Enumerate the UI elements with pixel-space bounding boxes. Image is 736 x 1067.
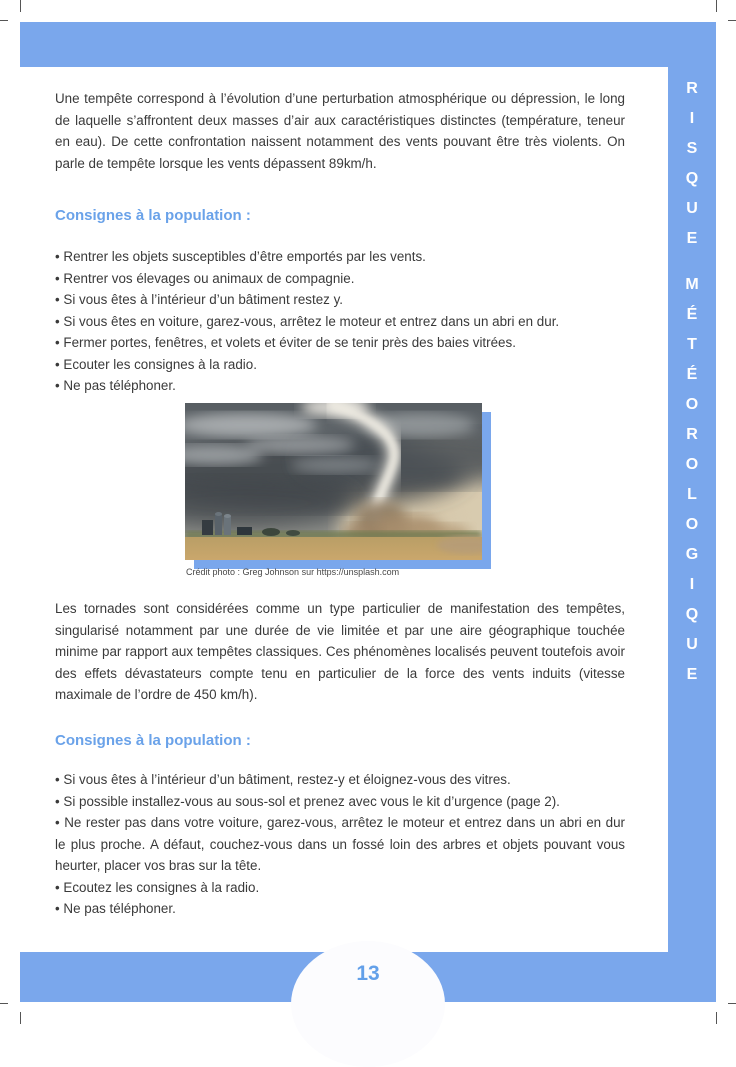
sidebar-letter: O — [685, 516, 699, 533]
section-heading-consignes-1: Consignes à la population : — [55, 207, 251, 224]
sidebar-letter: R — [686, 426, 698, 443]
sidebar-letter: I — [689, 576, 695, 593]
sidebar-letter: O — [685, 456, 699, 473]
sidebar-letter: O — [685, 396, 699, 413]
list-item: • Si possible installez-vous au sous-sol et prenez avec vous le kit d’urgence (page 2). — [55, 793, 560, 809]
sidebar-letter: É — [686, 366, 698, 383]
header-band — [20, 22, 716, 67]
sidebar-letter: E — [686, 666, 698, 683]
sidebar-letter: S — [686, 140, 698, 157]
list-item: • Ne pas téléphoner. — [55, 378, 176, 393]
tornado-photo-block — [185, 403, 482, 560]
page-number: 13 — [356, 962, 380, 985]
photo-credit: Crédit photo : Greg Johnson sur https://unsplash.com — [186, 567, 400, 577]
list-item: • Ecoutez les consignes à la radio. — [55, 879, 260, 895]
bullet-list-tornade — [55, 769, 625, 920]
section-heading-consignes-2: Consignes à la population : — [55, 732, 251, 749]
crop-mark — [716, 0, 717, 12]
crop-mark — [20, 0, 21, 12]
list-item: • Fermer portes, fenêtres, et volets et éviter de se tenir près des baies vitrées. — [55, 335, 516, 350]
tornado-photo — [185, 403, 482, 560]
sidebar-letter: T — [687, 336, 697, 353]
bullet-list-tempete — [55, 246, 625, 397]
sidebar-letter: I — [689, 110, 695, 127]
sidebar-letter: R — [686, 80, 698, 97]
sidebar-letter: L — [687, 486, 697, 503]
crop-mark — [20, 1012, 21, 1024]
sidebar-vertical-word-risque — [668, 74, 716, 254]
sidebar-letter: Q — [685, 170, 699, 187]
crop-mark — [716, 1012, 717, 1024]
crop-mark — [0, 1003, 8, 1004]
list-item: • Rentrer vos élevages ou animaux de compagnie. — [55, 270, 355, 286]
sidebar-letter: Q — [685, 606, 699, 623]
list-item: • Ecouter les consignes à la radio. — [55, 356, 257, 372]
crop-mark — [728, 20, 736, 21]
page-number-dome — [291, 941, 445, 1067]
tornado-photo-illustration — [185, 403, 482, 560]
sidebar-letter: G — [685, 546, 699, 563]
sidebar-letter: É — [686, 306, 698, 323]
sidebar-letter: U — [686, 200, 698, 217]
list-item: • Rentrer les objets susceptibles d’être emportés par les vents. — [55, 249, 426, 264]
list-item: • Ne pas téléphoner. — [55, 901, 176, 916]
sidebar-vertical-word-meteorologique — [668, 270, 716, 690]
list-item: • Si vous êtes en voiture, garez-vous, arrêtez le moteur et entrez dans un abri en dur. — [55, 313, 560, 329]
intro-paragraph: Une tempête correspond à l’évolution d’une perturbation atmosphérique ou dépression, le long de laquelle s’affrontent deux masses d’air aux caractéristiques distinctes (température, teneur en eau). De cette confrontation naissent notamment des vents pouvant être très violents. On parle de tempête lorsque les vents dépassent 89km/h. — [55, 91, 625, 171]
crop-mark — [0, 20, 8, 21]
sidebar-letter: U — [686, 636, 698, 653]
crop-mark — [728, 1003, 736, 1004]
list-item: • Ne rester pas dans votre voiture, garez-vous, arrêtez le moteur et entrez dans un abri en dur le plus proche. A défaut, couchez-vous dans un fossé loin des arbres et objets pouvant vous heurter, placer vos bras sur la tête. — [55, 815, 625, 873]
sidebar-letter: E — [686, 230, 698, 247]
list-item: • Si vous êtes à l’intérieur d’un bâtiment restez y. — [55, 292, 344, 307]
sidebar-letter: M — [685, 276, 699, 293]
list-item: • Si vous êtes à l’intérieur d’un bâtiment, restez-y et éloignez-vous des vitres. — [55, 772, 511, 787]
tornado-paragraph: Les tornades sont considérées comme un type particulier de manifestation des tempêtes, singularisé notamment par une durée de vie limitée et par une aire géographique touchée minime par rapport aux tempêtes classiques. Ces phénomènes localisés peuvent toutefois avoir des effets dévastateurs compte tenu en particulier de la force des vents induits (vitesse maximale de l’ordre de 450 km/h). — [55, 601, 625, 702]
